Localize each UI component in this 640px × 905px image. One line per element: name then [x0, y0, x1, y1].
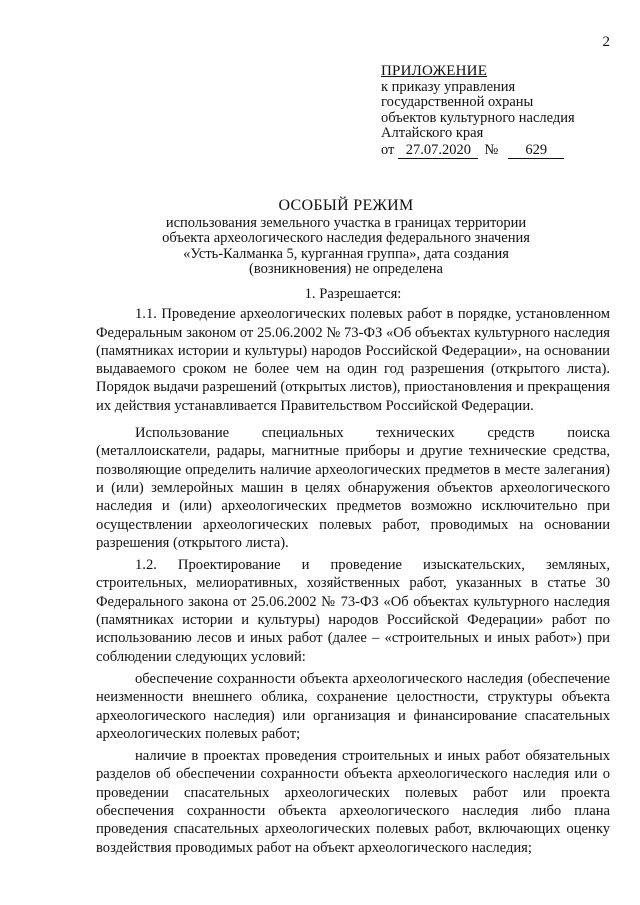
- document-heading: [96, 198, 596, 278]
- appendix-line: Алтайского края: [381, 125, 484, 141]
- order-date-prefix: от: [381, 141, 395, 158]
- document-title: ОСОБЫЙ РЕЖИМ: [278, 197, 414, 214]
- appendix-title: ПРИЛОЖЕНИЕ: [381, 63, 488, 79]
- heading-line: «Усть-Калманка 5, курганная группа», дата создания: [183, 245, 509, 262]
- appendix-line: государственной охраны: [381, 94, 534, 110]
- order-date: 27.07.2020: [398, 143, 478, 160]
- document-body: [96, 285, 610, 857]
- heading-line: использования земельного участка в границах территории: [165, 214, 527, 231]
- order-number: 629: [508, 143, 564, 160]
- section-title: 1. Разрешается:: [304, 286, 402, 302]
- appendix-line: к приказу управления: [381, 78, 516, 95]
- paragraph: 1.2. Проектирование и проведение изыскательских, земляных, строительных, мелиоративных, хозяйственных работ, указанных в статье 30 Федерального закона от 25.06.2002 № 73-ФЗ «Об объектах культурного наследия (памятниках истории и культуры) народов Российской Федерации» работ по использованию лесов и иных работ (далее – «строительных и иных работ») при соблюдении следующих условий:: [96, 557, 610, 665]
- appendix-block: [381, 64, 621, 159]
- appendix-line: объектов культурного наследия: [381, 109, 575, 126]
- page-number: 2: [602, 34, 610, 50]
- heading-line: объекта археологического наследия федерального значения: [162, 230, 530, 246]
- paragraph: наличие в проектах проведения строительных и иных работ обязательных разделов об обеспечении сохранности объекта археологического наследия или о проведении спасательных археологических полевых работ или проекта обеспечения сохранности объекта археологического наследия либо плана проведения спасательных археологических полевых работ, включающих оценку воздействия проводимых работ на объект археологического наследия;: [96, 748, 610, 856]
- paragraph: 1.1. Проведение археологических полевых работ в порядке, установленном Федеральным законом от 25.06.2002 № 73-ФЗ «Об объектах культурного наследия (памятниках истории и культуры) народов Российской Федерации», на основании выдаваемого сроком не более чем на один год разрешения (открытого листа). Порядок выдачи разрешений (открытых листов), приостановления и прекращения их действия устанавливается Правительством Российской Федерации.: [96, 306, 610, 414]
- paragraph: Использование специальных технических средств поиска (металлоискатели, радары, магнитные приборы и другие технические средства, позволяющие определить наличие археологических предметов в месте залегания) и (или) землеройных машин в целях обнаружения объектов археологического наследия и (или) археологических предметов возможно исключительно при осуществлении археологических полевых работ, проводимых на основании разрешения (открытого листа).: [96, 425, 610, 551]
- heading-line: (возникновения) не определена: [249, 261, 443, 277]
- order-reference: [381, 143, 621, 160]
- paragraph: обеспечение сохранности объекта археологического наследия (обеспечение неизменности внешнего облика, сохранение целостности, структуры объекта археологического наследия) или организация и финансирование спасательных археологических полевых работ;: [96, 670, 610, 742]
- order-number-prefix: №: [484, 141, 499, 158]
